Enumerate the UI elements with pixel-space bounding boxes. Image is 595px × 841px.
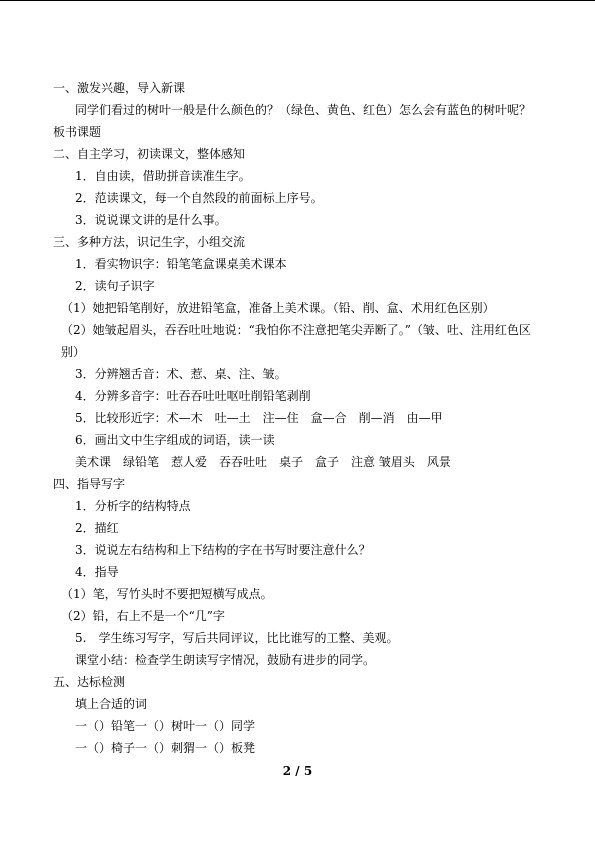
page-number: 2 / 5 bbox=[282, 764, 313, 778]
section-heading: 二、自主学习，初读课文，整体感知 bbox=[53, 147, 246, 161]
text-line: 1．看实物识字：铅笔笔盒课桌美术课本 bbox=[75, 257, 287, 271]
text-line: 同学们看过的树叶一般是什么颜色的？（绿色、黄色、红色）怎么会有蓝色的树叶呢？ bbox=[75, 103, 532, 117]
text-line: 2．描红 bbox=[75, 521, 119, 535]
text-line: 3．说说左右结构和上下结构的字在书写时要注意什么？ bbox=[75, 543, 371, 557]
section-heading: 三、多种方法，识记生字，小组交流 bbox=[53, 235, 246, 249]
text-line: 3．说说课文讲的是什么事。 bbox=[75, 213, 227, 227]
text-line: 1．分析字的结构特点 bbox=[75, 499, 191, 513]
text-line: （1）她把铅笔削好，放进铅笔盒，准备上美术课。（铅、削、盒、术用红色区别） bbox=[61, 301, 495, 315]
text-line: 6．画出文中生字组成的词语，读一读 bbox=[75, 433, 275, 447]
text-line: 填上合适的词 bbox=[75, 697, 148, 711]
text-line: （2）铅，右上不是一个“几”字 bbox=[61, 609, 225, 623]
document-body bbox=[53, 77, 543, 759]
section-heading: 一、激发兴趣，导入新课 bbox=[53, 81, 186, 95]
text-line: 5．比较形近字：术—木 吐—土 注—住 盒—合 削—消 由—甲 bbox=[75, 411, 443, 425]
text-line: 4．指导 bbox=[75, 565, 119, 579]
page-top-border bbox=[0, 0, 595, 1]
text-line: 4．分辨多音字：吐吞吞吐吐呕吐削铅笔剥削 bbox=[75, 389, 311, 403]
text-line: 2．范读课文，每一个自然段的前面标上序号。 bbox=[75, 191, 323, 205]
section-heading: 四、指导写字 bbox=[53, 477, 126, 491]
text-line: 课堂小结：检查学生朗读写字情况，鼓励有进步的同学。 bbox=[75, 653, 376, 667]
text-line: （2）她皱起眉头，吞吞吐吐地说：“我怕你不注意把笔尖弄断了。”（皱、吐、注用红色区别） bbox=[61, 323, 531, 359]
text-line: 一（）椅子一（）刺猬一（）板凳 bbox=[75, 741, 256, 755]
text-line: 1．自由读，借助拼音读准生字。 bbox=[75, 169, 251, 183]
text-line: 2．读句子识字 bbox=[75, 279, 155, 293]
section-heading: 五、达标检测 bbox=[53, 675, 126, 689]
text-line: 3．分辨翘舌音：术、惹、桌、注、皱。 bbox=[75, 367, 287, 381]
text-line: 美术课 绿铅笔 惹人爱 吞吞吐吐 桌子 盒子 注意 皱眉头 风景 bbox=[75, 455, 451, 469]
text-line: 一（）铅笔一（）树叶一（）同学 bbox=[75, 719, 256, 733]
text-line: 5. 学生练习写字，写后共同评议，比比谁写的工整、美观。 bbox=[75, 631, 399, 645]
section-heading: 板书课题 bbox=[53, 125, 102, 139]
text-line: （1）笔，写竹头时不要把短横写成点。 bbox=[61, 587, 273, 601]
